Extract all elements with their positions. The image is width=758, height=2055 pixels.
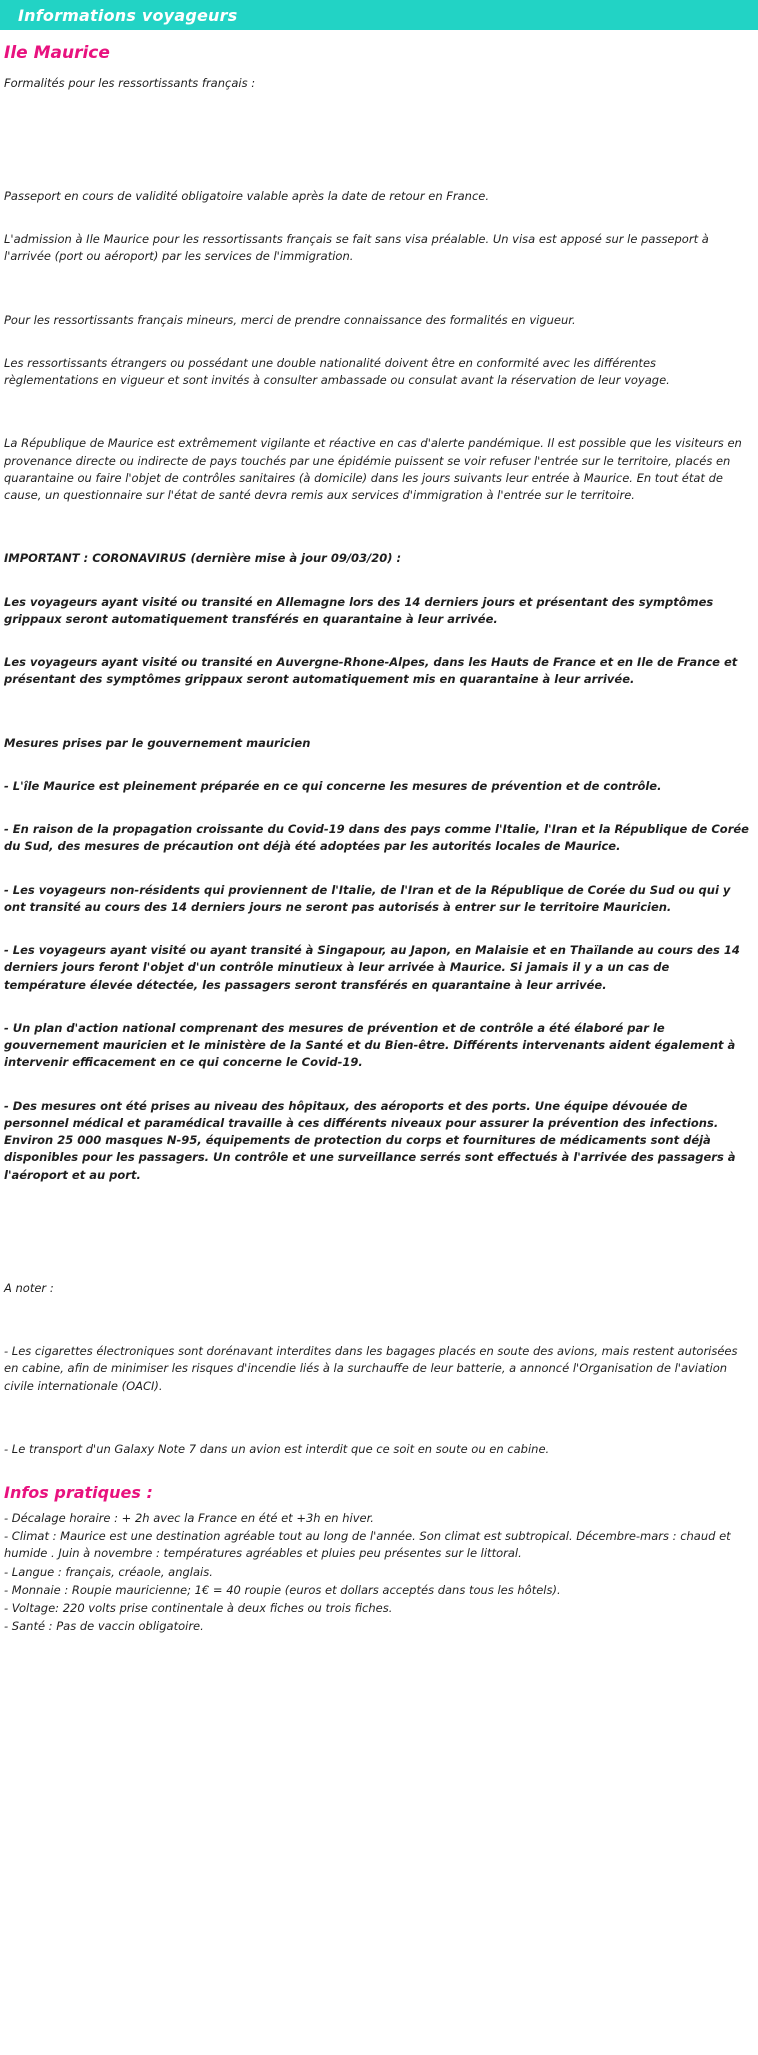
practical-info-list [4, 1510, 752, 1636]
paragraph: - Un plan d'action national comprenant des mesures de prévention et de contrôle a été élaboré par le gouvernement mauricien et le ministère de la Santé et du Bien-être. Différents intervenants aident également à intervenir efficacement en ce qui concerne le Covid-19. [4, 1020, 736, 1070]
paragraph: La République de Maurice est extrêmement vigilante et réactive en cas d'alerte pandémique. Il est possible que les visiteurs en provenance directe ou indirecte de pays touchés par une épidémie puissent se voir refuser l'entrée sur le territoire, placés en quarantaine ou faire l'objet de contrôles sanitaires (à domicile) dans les jours suivants leur entrée à Maurice. En tout état de cause, un questionnaire sur l'état de santé devra remis aux services d'immigration à l'entrée sur le territoire. [4, 436, 742, 503]
paragraph: Les voyageurs ayant visité ou transité en Allemagne lors des 14 derniers jours et présentant des symptômes grippaux seront automatiquement transférés en quarantaine à leur arrivée. [4, 594, 714, 626]
paragraph: - Les cigarettes électroniques sont dorénavant interdites dans les bagages placés en soute des avions, mais restent autorisées en cabine, afin de minimiser les risques d'incendie liés à la surchauffe de leur batterie, a annoncé l'Organisation de l'aviation civile internationale (OACI). [4, 1344, 738, 1393]
paragraph: L'admission à Ile Maurice pour les ressortissants français se fait sans visa préalable. Un visa est apposé sur le passeport à l'arrivée (port ou aéroport) par les services de l'immigration. [4, 232, 709, 264]
paragraph: Mesures prises par le gouvernement mauricien [4, 735, 311, 750]
paragraph-list [4, 75, 752, 1459]
practical-info-item: - Décalage horaire : + 2h avec la France en été et +3h en hiver. [4, 1510, 374, 1525]
practical-info-item: - Santé : Pas de vaccin obligatoire. [4, 1619, 204, 1634]
paragraph: - En raison de la propagation croissante du Covid-19 dans des pays comme l'Italie, l'Iran et la République de Corée du Sud, des mesures de précaution ont déjà été adoptées par les autorités locales de Maurice. [4, 822, 749, 854]
section-title: Ile Maurice [4, 43, 110, 63]
paragraph: - L'île Maurice est pleinement préparée en ce qui concerne les mesures de prévention et de contrôle. [4, 778, 662, 793]
practical-info-item: - Langue : français, créaole, anglais. [4, 1564, 213, 1579]
paragraph: Les ressortissants étrangers ou possédant une double nationalité doivent être en conformité avec les différentes règlementations en vigueur et sont invités à consulter ambassade ou consulat avant la réservation de leur voyage. [4, 355, 670, 388]
paragraph: - Les voyageurs ayant visité ou ayant transité à Singapour, au Japon, en Malaisie et en Thaïlande au cours des 14 derniers jours feront l'objet d'un contrôle minutieux à leur arrivée à Maurice. Si jamais il y a un cas de température élevée détectée, les passagers seront transférés en quarantaine à leur arrivée. [4, 943, 740, 992]
paragraph: Pour les ressortissants français mineurs, merci de prendre connaissance des formalités en vigueur. [4, 312, 576, 327]
page-title: Informations voyageurs [18, 5, 238, 25]
practical-info-item: - Voltage: 220 volts prise continentale à deux fiches ou trois fiches. [4, 1601, 393, 1616]
paragraph: Formalités pour les ressortissants français : [4, 75, 256, 90]
paragraph: Passeport en cours de validité obligatoire valable après la date de retour en France. [4, 188, 489, 203]
practical-info-title: Infos pratiques : [4, 1483, 153, 1503]
header-bar [0, 0, 758, 30]
paragraph: Les voyageurs ayant visité ou transité en Auvergne-Rhone-Alpes, dans les Hauts de France et en Ile de France et présentant des symptômes grippaux seront automatiquement mis en quarantaine à leur arrivée. [4, 655, 738, 687]
document-content [0, 30, 758, 1649]
paragraph: - Les voyageurs non-résidents qui proviennent de l'Italie, de l'Iran et de la République de Corée du Sud ou qui y ont transité au cours des 14 derniers jours ne seront pas autorisés à entrer sur le territoire Mauricien. [4, 882, 731, 914]
paragraph: - Des mesures ont été prises au niveau des hôpitaux, des aéroports et des ports. Une équipe dévouée de personnel médical et paramédical travaille à ces différents niveaux pour assurer la prévention des infections. Environ 25 000 masques N-95, équipements de protection du corps et fournitures de médicaments sont déjà disponibles pour les passagers. Un contrôle et une surveillance serrés sont effectués à l'arrivée des passagers à l'aéroport et au port. [4, 1098, 736, 1182]
practical-info-item: - Climat : Maurice est une destination agréable tout au long de l'année. Son climat est subtropical. Décembre-mars : chaud et humide . Juin à novembre : températures agréables et pluies peu présentes sur le littoral. [4, 1529, 731, 1561]
paragraph: - Le transport d'un Galaxy Note 7 dans un avion est interdit que ce soit en soute ou en cabine. [4, 1441, 550, 1456]
paragraph: A noter : [4, 1280, 54, 1295]
paragraph: IMPORTANT : CORONAVIRUS (dernière mise à jour 09/03/20) : [4, 551, 402, 566]
practical-info-item: - Monnaie : Roupie mauricienne; 1€ = 40 roupie (euros et dollars acceptés dans tous les hôtels). [4, 1582, 561, 1597]
